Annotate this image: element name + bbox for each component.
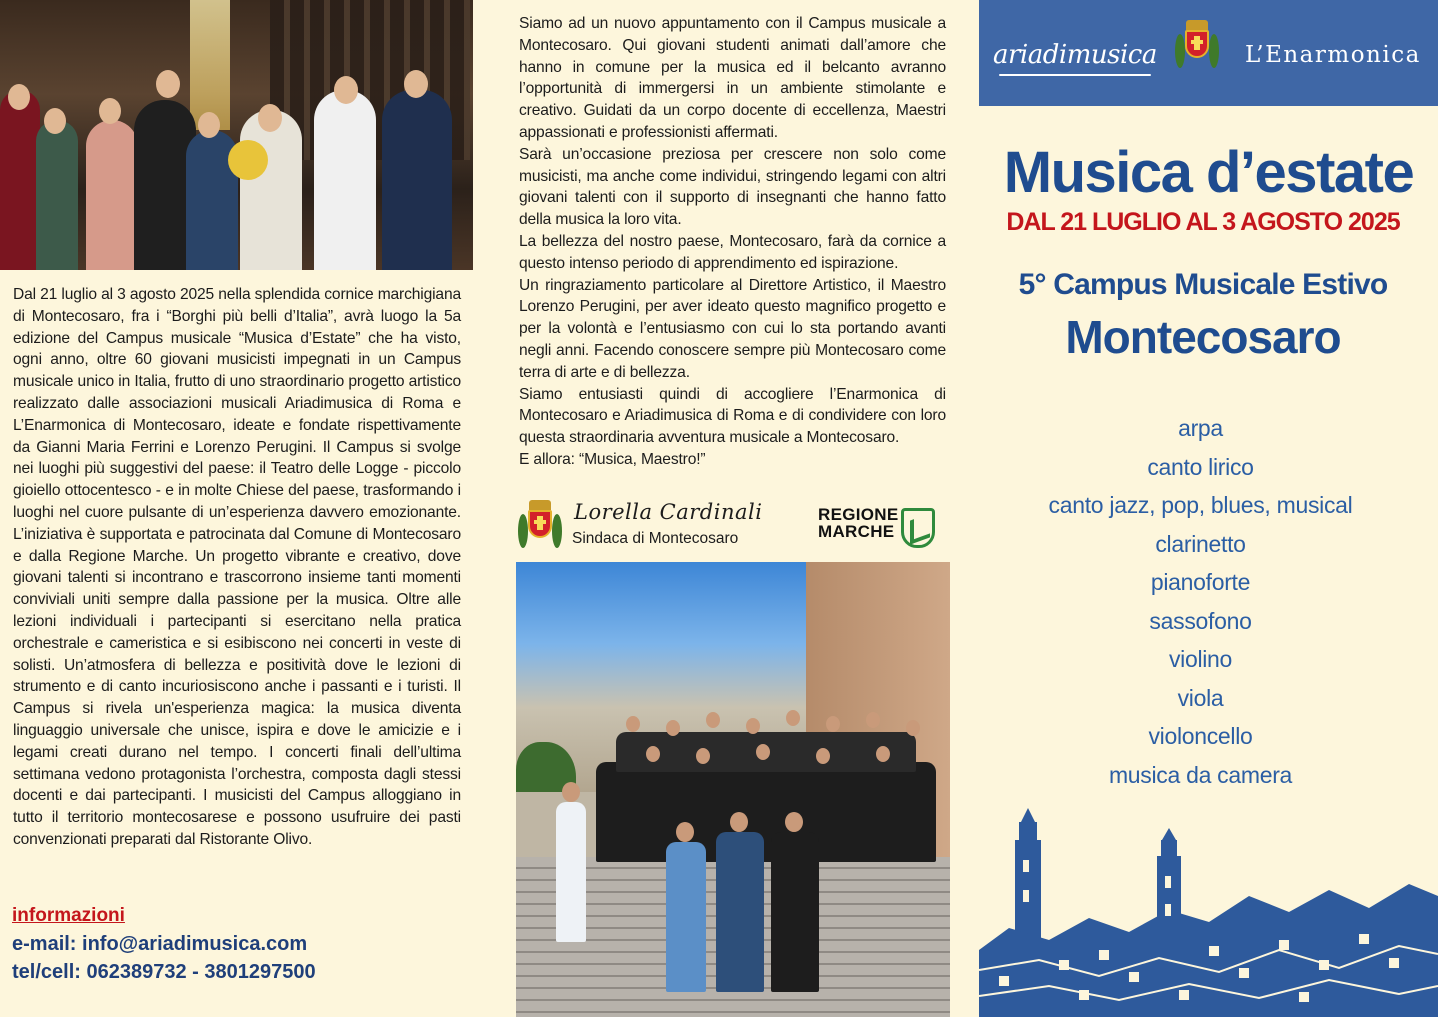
regione-marche-logo <box>818 506 899 540</box>
ariadimusica-logo: ariadimusica <box>993 40 1157 70</box>
instrument-item: violoncello <box>1148 723 1253 749</box>
left-column <box>0 0 480 1017</box>
letter-paragraph: Un ringraziamento particolare al Direttore Artistico, il Maestro Lorenzo Perugini, per aver ideato questo magnifico progetto e per la volontà e l’entusiasmo con cui lo sta portando avanti negli anni. Facendo conoscere sempre più Montecosaro come terra di arte e di bellezza. <box>519 276 946 381</box>
info-heading: informazioni <box>12 905 125 926</box>
event-town: Montecosaro <box>1065 311 1341 363</box>
signature-block <box>518 498 948 554</box>
mayor-signature: Lorella Cardinali <box>574 500 763 524</box>
instrument-item: musica da camera <box>1108 761 1293 788</box>
regione-marche-emblem-icon <box>901 508 935 548</box>
concert-photo <box>0 0 473 270</box>
mayor-role: Sindaca di Montecosaro <box>572 530 739 547</box>
contact-info <box>12 902 316 986</box>
instrument-list <box>979 409 1422 794</box>
montecosaro-crest-icon <box>1175 20 1219 72</box>
letter-paragraph: La bellezza del nostro paese, Montecosaro, farà da cornice a questo intenso periodo di apprendimento ed ispirazione. <box>519 232 946 272</box>
letter-paragraph: Siamo ad un nuovo appuntamento con il Campus musicale a Montecosaro. Qui giovani studenti animati dall’amore che hanno in comune per la musica ed il belcanto avranno l’opportunità di immergersi in un ambiente stimolante e creativo. Guidati da un corpo docente di eccellenza, Maestri appassionati e professionisti affermati. <box>519 15 946 141</box>
email-contact[interactable]: e-mail: info@ariadimusica.com <box>12 933 308 955</box>
montecosaro-crest-icon <box>518 500 562 552</box>
enarmonica-logo: L’Enarmonica <box>1245 42 1421 68</box>
regione-line: REGIONE <box>818 505 899 524</box>
event-dates: DAL 21 LUGLIO AL 3 AGOSTO 2025 <box>1006 208 1400 236</box>
regione-line: MARCHE <box>818 522 895 541</box>
event-title: Musica d’estate <box>1003 140 1414 205</box>
mayor-letter <box>519 13 946 471</box>
header-banner <box>979 0 1438 106</box>
instrument-item: pianoforte <box>1150 569 1251 595</box>
town-skyline-illustration <box>979 800 1438 1017</box>
letter-paragraph: E allora: “Musica, Maestro!” <box>519 450 706 468</box>
letter-paragraph: Siamo entusiasti quindi di accogliere l’Enarmonica di Montecosaro e Ariadimusica di Roma e di condividere con loro questa straordinaria avventura musicale a Montecosaro. <box>519 385 946 447</box>
instrument-item: canto jazz, pop, blues, musical <box>1048 492 1353 518</box>
instrument-item: canto lirico <box>1147 453 1254 480</box>
campus-edition: 5° Campus Musicale Estivo <box>1018 268 1388 301</box>
letter-paragraph: Sarà un’occasione preziosa per crescere non solo come musicisti, ma anche come individui, stringendo legami con altri giovani talenti con il supporto di insegnanti che hanno fatto della musica la loro vita. <box>519 145 946 229</box>
instrument-item: sassofono <box>1149 607 1252 634</box>
instrument-item: arpa <box>1178 415 1223 441</box>
instrument-item: viola <box>1177 684 1224 711</box>
instrument-item: clarinetto <box>1155 530 1246 557</box>
instrument-item: violino <box>1168 646 1233 672</box>
phone-contact[interactable]: tel/cell: 062389732 - 3801297500 <box>12 961 316 983</box>
group-photo <box>516 562 950 1017</box>
campus-description: Dal 21 luglio al 3 agosto 2025 nella splendida cornice marchigiana di Montecosaro, fra i “Borghi più belli d’Italia”, avrà luogo la 5a edizione del Campus musicale “Musica d’Estate” che ha visto, ogni anno, oltre 60 giovani musicisti impegnati in un Campus musicale unico in Italia, frutto di uno straordinario progetto artistico realizzato dalle associazioni musicali Ariadimusica di Roma e L’Enarmonica di Montecosaro, ideate e fondate rispettivamente da Gianni Maria Ferrini e Lorenzo Perugini. Il Campus si svolge nei luoghi più suggestivi del paese: il Teatro delle Logge - piccolo gioiello ottocentesco - e in molte Chiese del paese, trasformando i luoghi nel cuore pulsante di un’esperienza davvero emozionante. L’iniziativa è supportata e patrocinata dal Comune di Montecosaro e dalla Regione Marche. Un progetto vibrante e creativo, dove giovani talenti si incontrano e trascorrono insieme tanti momenti conviviali uniti sempre dalla passione per la musica. Oltre alle lezioni individuali i partecipanti si esercitano nella pratica orchestrale e cameristica e si esibiscono nei concerti in veste di solisti. Un’atmosfera di bellezza e positività dove le lezioni di strumento e di canto incuriosiscono anche i passanti e i turisti. Il Campus si rivela un'esperienza magica: la musica diventa linguaggio universale che unisce, ispira e dove le amicizie e i legami creati durano nel tempo. I concerti finali dell’ultima settimana vedono protagonista l’orchestra, composta dagli stessi docenti e dai partecipanti. I musicisti del Campus alloggiano in tutto il territorio montecosarese e possono usufruire dei pasti convenzionati preparati dal Ristorante Olivo. <box>13 286 461 848</box>
